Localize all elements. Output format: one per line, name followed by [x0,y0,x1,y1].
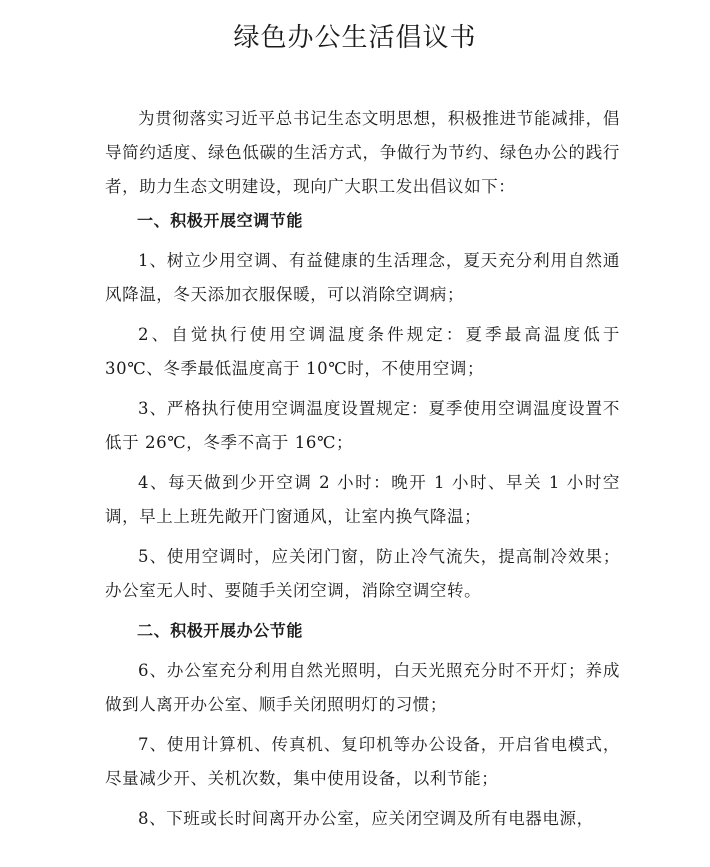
section-heading-ac: 一、积极开展空调节能 [137,211,304,230]
intro-paragraph: 为贯彻落实习近平总书记生态文明思想，积极推进节能减排，倡导简约适度、绿色低碳的生活方式，争做行为节约、绿色办公的践行者，助力生态文明建设，现向广大职工发出倡议如下： [105,109,620,196]
document-body [105,102,620,836]
section-heading-office: 二、积极开展办公节能 [137,621,304,640]
list-item: 6、办公室充分利用自然光照明，白天光照充分时不开灯；养成做到人离开办公室、顺手关闭照明灯的习惯； [105,661,620,714]
list-item: 4、每天做到少开空调 2 小时：晚开 1 小时、早关 1 小时空调，早上上班先敞开门窗通风，让室内换气降温； [105,473,620,526]
list-item: 8、下班或长时间离开办公室，应关闭空调及所有电器电源， [138,809,594,828]
list-item: 3、严格执行使用空调温度设置规定：夏季使用空调温度设置不低于 26℃，冬季不高于 16℃； [105,399,620,452]
list-item: 5、使用空调时，应关闭门窗，防止冷气流失，提高制冷效果；办公室无人时、要随手关闭空调，消除空调空转。 [105,547,620,600]
list-item: 7、使用计算机、传真机、复印机等办公设备，开启省电模式，尽量减少开、关机次数，集中使用设备，以利节能； [105,735,620,788]
list-item: 2、自觉执行使用空调温度条件规定：夏季最高温度低于 30℃、冬季最低温度高于 10℃时，不使用空调； [105,325,620,378]
list-item: 1、树立少用空调、有益健康的生活理念，夏天充分利用自然通风降温，冬天添加衣服保暖，可以消除空调病； [105,251,620,304]
document-title: 绿色办公生活倡议书 [233,23,477,53]
